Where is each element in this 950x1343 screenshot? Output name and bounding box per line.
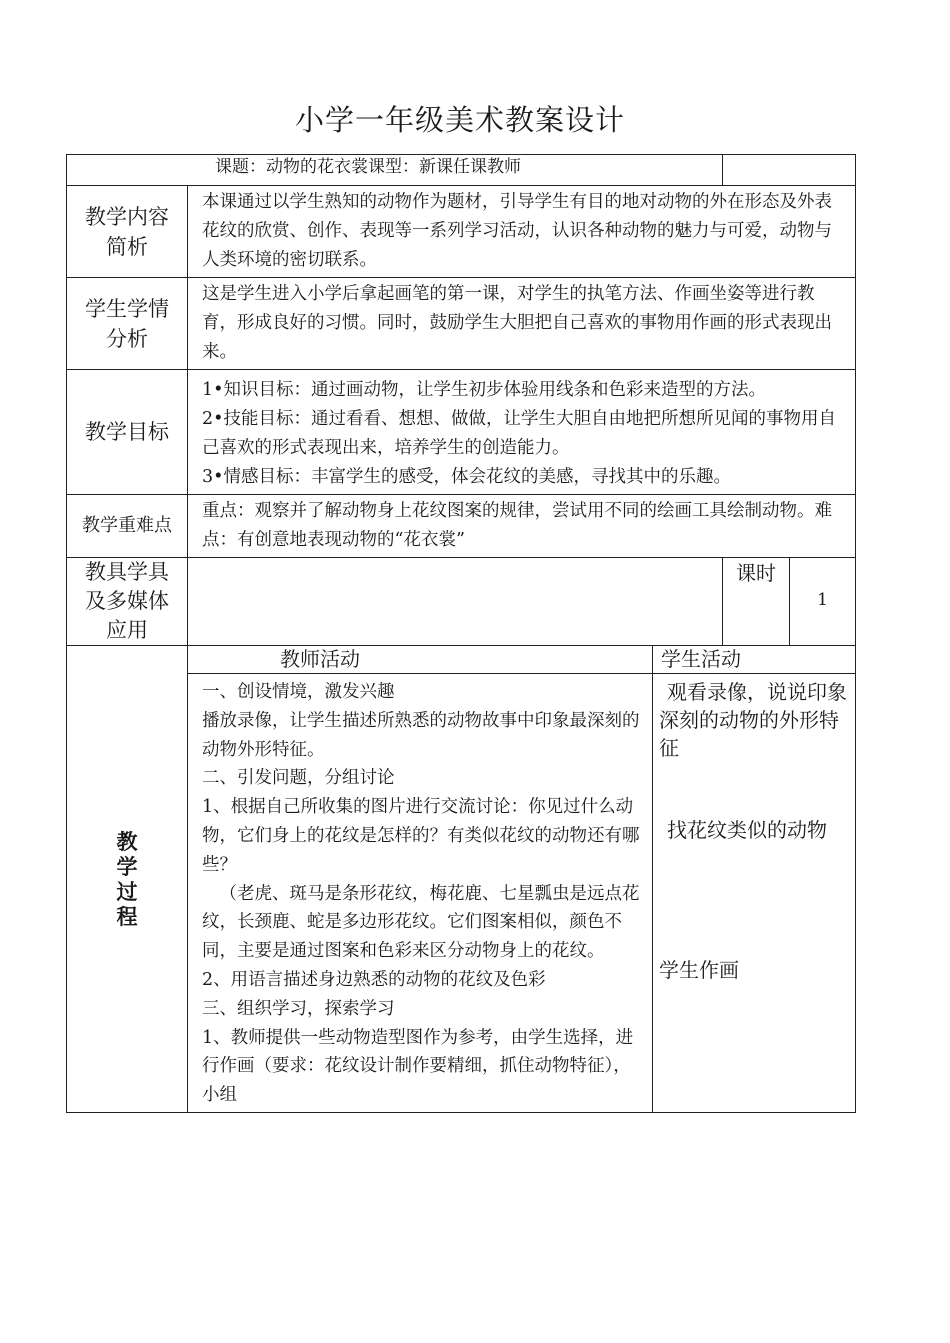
students-text: 这是学生进入小学后拿起画笔的第一课，对学生的执笔方法、作画坐姿等进行教育，形成良好的习惯。同时，鼓励学生大胆把自己喜欢的事物用作画的形式表现出来。 [188,278,856,370]
keypoints-row [67,495,856,558]
students-label [67,278,188,370]
subject-row [67,155,856,186]
process-header-row [67,646,856,674]
teacher-step-2-note: （老虎、斑马是条形花纹，梅花鹿、七星瓢虫是远点花纹，长颈鹿、蛇是多边形花纹。它们图案相似，颜色不同，主要是通过图案和色彩来区分动物身上的花纹。 [202,883,640,962]
hours-value: 1 [790,558,856,646]
goals-cell [188,370,856,495]
content-row [67,186,856,278]
content-text: 本课通过以学生熟知的动物作为题材，引导学生有目的地对动物的外在形态及外表花纹的欣赏、创作、表现等一系列学习活动，认识各种动物的魅力与可爱，动物与人类环境的密切联系。 [188,186,856,278]
document-title: 小学一年级美术教案设计 [294,103,625,137]
tools-row [67,558,856,646]
goals-row [67,370,856,495]
student-activity-cell [653,674,856,1113]
teacher-step-2-item-1: 1、根据自己所收集的图片进行交流讨论：你见过什么动物，它们身上的花纹是怎样的？有类似花纹的动物还有哪些？ [202,797,640,875]
teacher-step-3-title: 三、组织学习，探索学习 [202,998,395,1019]
student-note-watch: 观看录像，说说印象深刻的动物的外形特征 [659,680,847,760]
teacher-step-2-title: 二、引发问题，分组讨论 [202,768,395,789]
hours-label: 课时 [723,558,790,646]
goal-knowledge: 1•知识目标：通过画动物，让学生初步体验用线条和色彩来造型的方法。 [202,380,766,400]
goal-emotion: 3•情感目标：丰富学生的感受，体会花纹的美感，寻找其中的乐趣。 [202,467,731,487]
teacher-activity-header: 教师活动 [188,646,653,674]
teacher-step-1-title: 一、创设情境，激发兴趣 [202,682,395,702]
goal-skill: 2•技能目标：通过看看、想想、做做，让学生大胆自由地把所想所见闻的事物用自己喜欢的形式表现出来，培养学生的创造能力。 [202,409,836,458]
students-label-text: 学生学情分析 [85,296,169,351]
content-label-text: 教学内容简析 [85,204,169,259]
tools-label [67,558,188,646]
content-label [67,186,188,278]
keypoints-label: 教学重难点 [67,495,188,558]
process-label [67,646,188,1113]
teacher-step-1-text: 播放录像，让学生描述所熟悉的动物故事中印象最深刻的动物外形特征。 [202,710,640,760]
student-note-find: 找花纹类似的动物 [667,818,827,842]
teacher-step-3-item-1: 1、教师提供一些动物造型图作为参考，由学生选择，进行作画（要求：花纹设计制作要精细，抓住动物特征），小组 [202,1027,634,1106]
keypoints-text: 重点：观察并了解动物身上花纹图案的规律，尝试用不同的绘画工具绘制动物。难点：有创意地表现动物的“花衣裳” [188,495,856,558]
student-note-draw: 学生作画 [659,958,739,982]
teacher-name-cell [723,155,856,186]
goals-label: 教学目标 [67,370,188,495]
teacher-activity-cell [188,674,653,1113]
tools-label-text: 教具学具及多媒体应用 [85,560,169,642]
tools-content-cell [188,558,723,646]
subject-line: 课题：动物的花衣裳课型：新课任课教师 [67,155,723,186]
students-row [67,278,856,370]
teacher-step-2-item-2: 2、用语言描述身边熟悉的动物的花纹及色彩 [202,969,546,990]
process-label-text: 教学过程 [116,828,138,929]
lesson-plan-table [66,154,856,1113]
student-activity-header: 学生活动 [653,646,856,674]
